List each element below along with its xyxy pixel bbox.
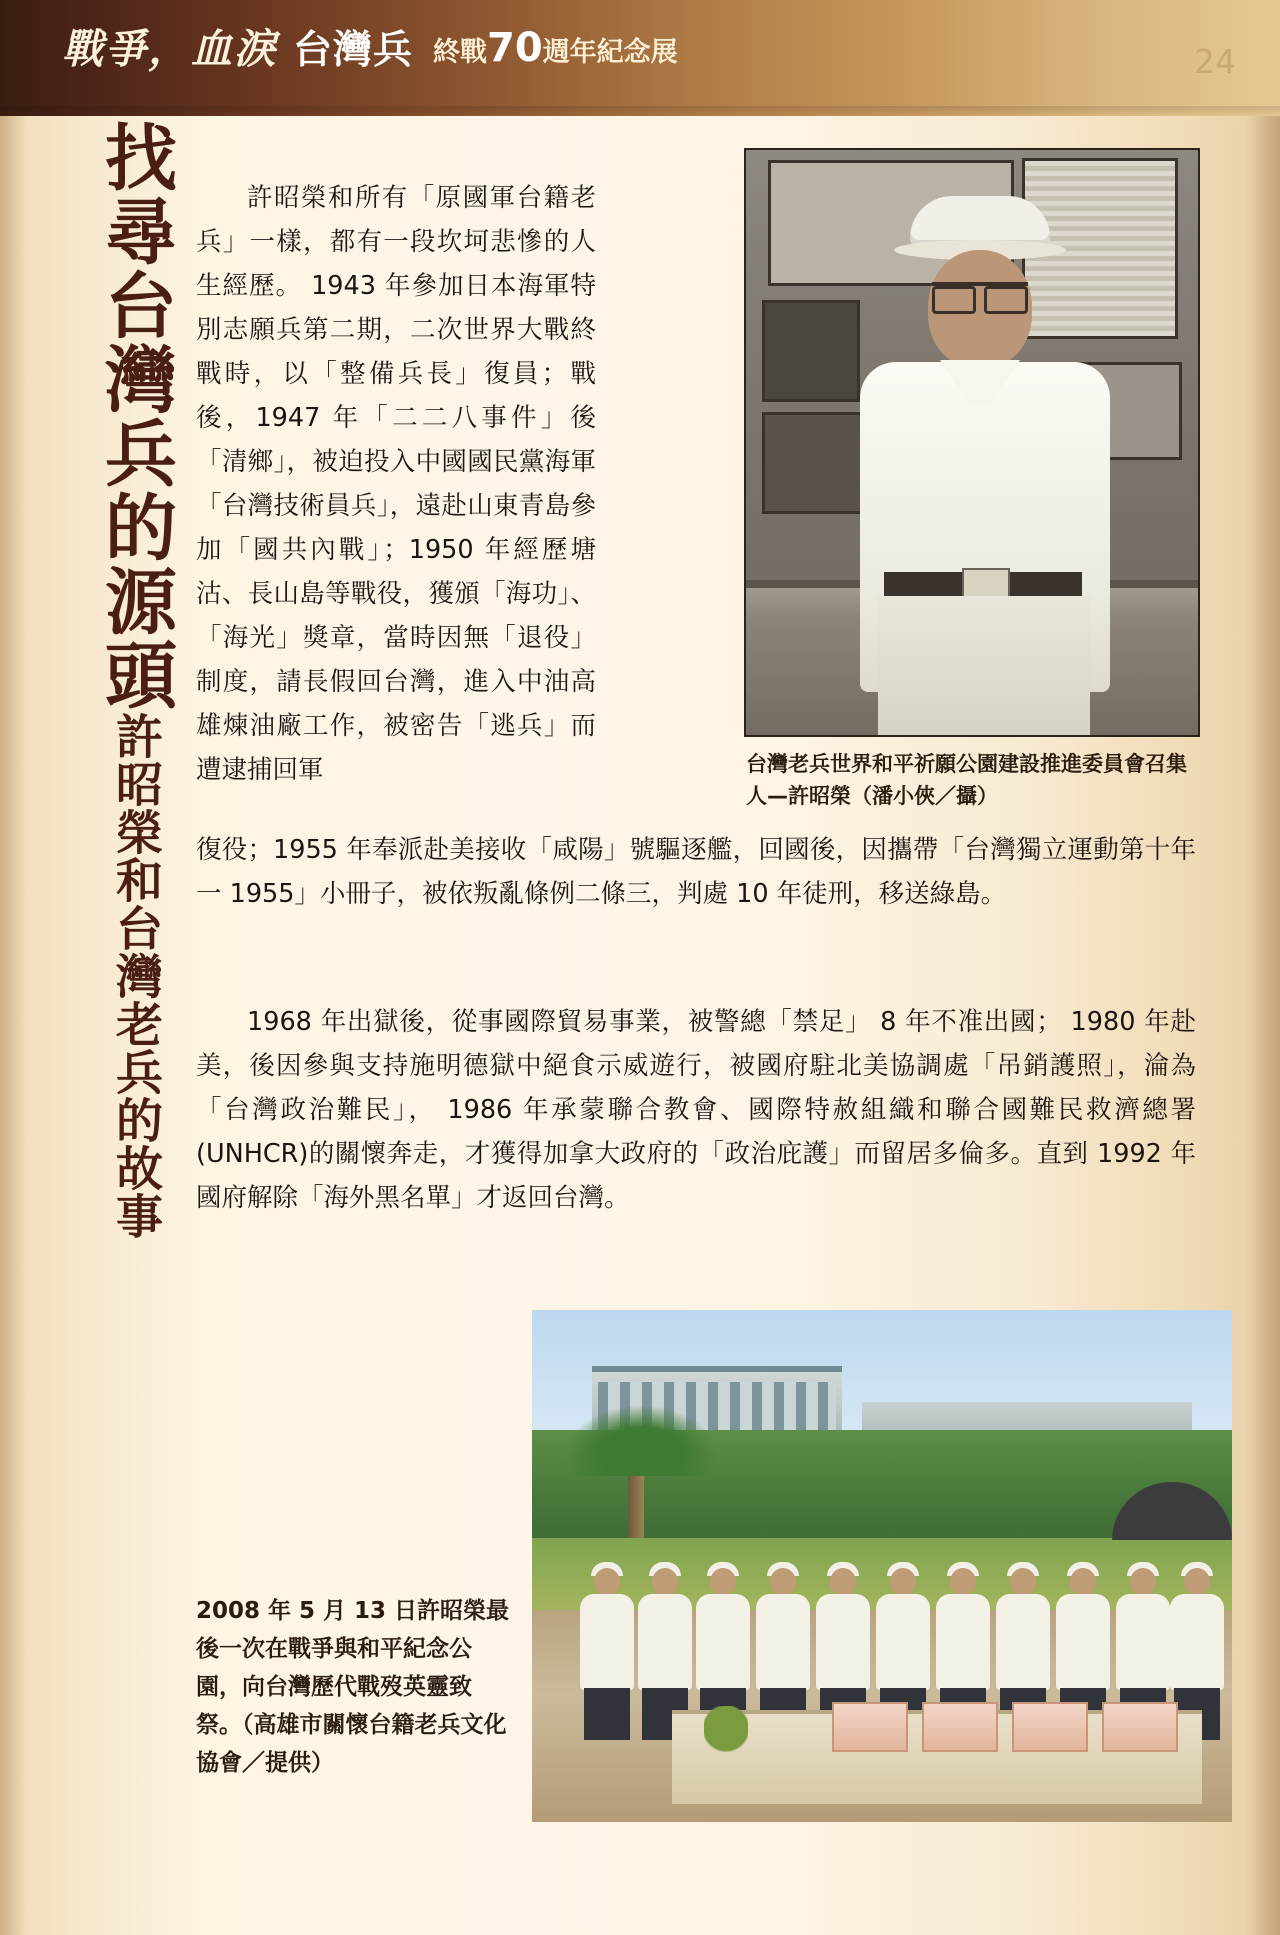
head xyxy=(890,1568,916,1596)
vertical-title-sub: 許昭榮和台灣老兵的故事 xyxy=(108,712,163,1240)
vertical-title-main: 找尋台灣兵的源頭 xyxy=(93,120,178,712)
wall-frame-small-1 xyxy=(762,300,860,402)
offering-item xyxy=(832,1702,908,1752)
header-subtitle-post: 週年紀念展 xyxy=(542,37,678,68)
body-paragraph-2: 1968 年出獄後，從事國際貿易事業，被警總「禁足」 8 年不准出國； 1980 年赴美，後因參與支持施明德獄中絕食示威遊行，被國府駐北美協調處「吊銷護照」，淪為「台灣政治難民」， 1986 年承蒙聯合教會、國際特赦組織和聯合國難民救濟總署(UNHCR)的關懷奔走，才獲得加拿大政府的「政治庇護」而留居多倫多。直到 1992 年國府解除「海外黑名單」才返回台灣。 xyxy=(196,1007,1196,1213)
header-subtitle xyxy=(433,25,678,71)
body xyxy=(1170,1594,1224,1690)
body xyxy=(756,1594,810,1690)
ceremony-photo xyxy=(532,1310,1232,1822)
body xyxy=(996,1594,1050,1690)
vertical-title xyxy=(52,120,178,1900)
body xyxy=(876,1594,930,1690)
body-paragraph-1: 許昭榮和所有「原國軍台籍老兵」一樣，都有一段坎坷悲慘的人生經歷。 1943 年參加日本海軍特別志願兵第二期，二次世界大戰終戰時，以「整備兵長」復員；戰後，1947 年「二二八事件」後「清鄉」，被迫投入中國國民黨海軍「台灣技術員兵」，遠赴山東青島參加「國共內戰」；1950 年經歷塘沽、長山島等戰役，獲頒「海功」、「海光」獎章，當時因無「退役」制度，請長假回台灣，進入中油高雄煉油廠工作，被密告「逃兵」而遭逮捕回軍 xyxy=(196,183,596,785)
header-subtitle-number: 70 xyxy=(487,25,543,71)
wall-frame-small-2 xyxy=(762,412,864,514)
offering-item xyxy=(1012,1702,1088,1752)
header-title-secondary: 台灣兵 xyxy=(293,27,414,73)
body xyxy=(638,1594,692,1690)
head xyxy=(710,1568,736,1596)
head xyxy=(830,1568,856,1596)
head xyxy=(1010,1568,1036,1596)
body xyxy=(1116,1594,1170,1690)
header-title-group xyxy=(62,25,678,73)
head xyxy=(1184,1568,1210,1596)
body xyxy=(580,1594,634,1690)
body xyxy=(936,1594,990,1690)
offering-item xyxy=(922,1702,998,1752)
body xyxy=(1056,1594,1110,1690)
portrait-photo xyxy=(744,148,1200,737)
trousers xyxy=(878,596,1090,736)
veteran-figure xyxy=(854,196,1116,736)
head xyxy=(950,1568,976,1596)
crowd-person xyxy=(578,1568,636,1738)
glasses-icon xyxy=(932,282,1028,308)
legs xyxy=(584,1688,630,1740)
head xyxy=(1070,1568,1096,1596)
page-edge-shadow-left xyxy=(0,0,26,1935)
head xyxy=(594,1568,620,1596)
pineapple-offering xyxy=(704,1706,748,1762)
body xyxy=(816,1594,870,1690)
body-paragraph-1-continued: 復役；1955 年奉派赴美接收「咸陽」號驅逐艦，回國後，因攜帶「台灣獨立運動第十年一 1955」小冊子，被依叛亂條例二條三，判處 10 年徒刑，移送綠島。 xyxy=(196,835,1196,909)
offering-item xyxy=(1102,1702,1178,1752)
page-number: 24 xyxy=(1194,42,1236,81)
page-edge-shadow-right xyxy=(1246,0,1280,1935)
header-subtitle-pre: 終戰 xyxy=(433,37,488,68)
header-title-primary: 戰爭，血淚 xyxy=(62,25,277,73)
head xyxy=(770,1568,796,1596)
head xyxy=(1130,1568,1156,1596)
ceremony-photo-caption: 2008 年 5 月 13 日許昭榮最後一次在戰爭與和平紀念公園，向台灣歷代戰歿英靈致祭。（高雄市關懷台籍老兵文化協會／提供） xyxy=(196,1598,510,1776)
body xyxy=(696,1594,750,1690)
head xyxy=(652,1568,678,1596)
palm-fronds xyxy=(566,1406,716,1476)
page-header xyxy=(0,0,1280,116)
portrait-photo-caption: 台灣老兵世界和平祈願公園建設推進委員會召集人—許昭榮（潘小俠／攝） xyxy=(746,752,1187,808)
